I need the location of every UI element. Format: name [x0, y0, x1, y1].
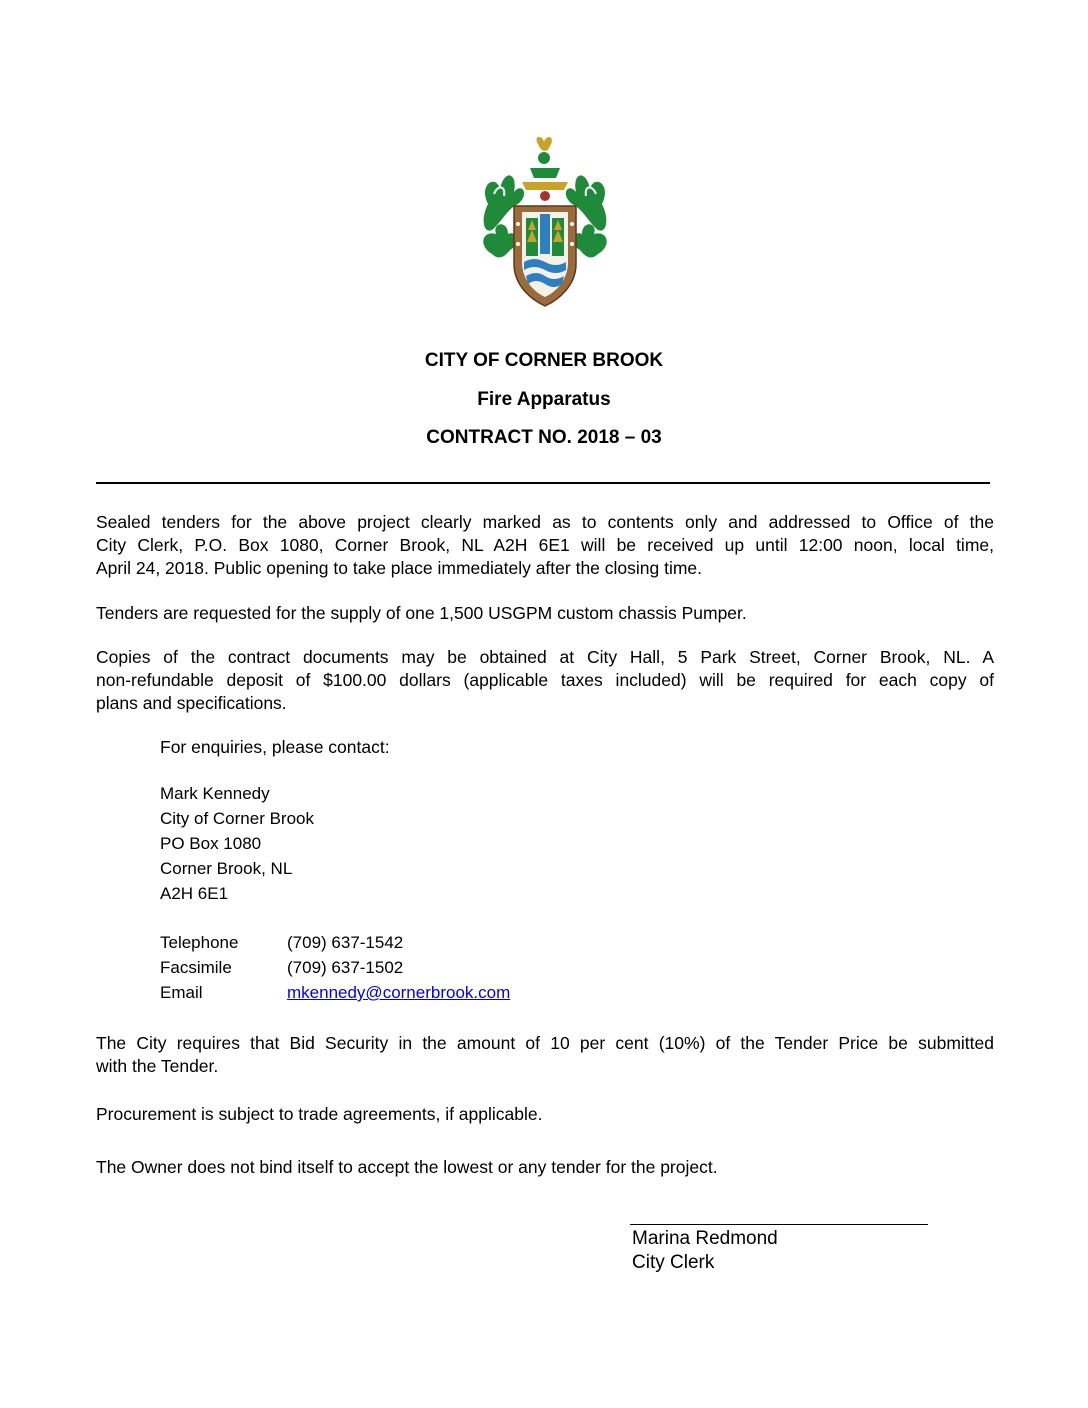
trade-agreements-paragraph: Procurement is subject to trade agreements, if applicable.: [96, 1104, 543, 1124]
contact-postal-code: A2H 6E1: [160, 884, 229, 903]
paragraph-line: Sealed tenders for the above project clearly marked as to contents only and addressed to Office of the: [96, 512, 994, 532]
signatory-title: City Clerk: [632, 1252, 715, 1273]
contract-documents-paragraph: [96, 646, 994, 715]
signature-line: [630, 1224, 928, 1225]
facsimile-label: Facsimile: [160, 958, 232, 977]
city-coat-of-arms-logo: [478, 134, 612, 310]
paragraph-line: The City requires that Bid Security in the amount of 10 per cent (10%) of the Tender Price be submitted: [96, 1033, 994, 1053]
facsimile-value: (709) 637-1502: [287, 958, 404, 977]
bid-security-paragraph: [96, 1032, 994, 1078]
contact-city: Corner Brook, NL: [160, 859, 293, 878]
email-link[interactable]: mkennedy@cornerbrook.com: [287, 983, 511, 1002]
organization-heading: CITY OF CORNER BROOK: [424, 350, 664, 371]
heading-divider: [96, 482, 990, 484]
enquiries-label: For enquiries, please contact:: [160, 737, 390, 757]
contact-po-box: PO Box 1080: [160, 834, 262, 853]
telephone-label: Telephone: [160, 933, 239, 952]
supply-request-paragraph: Tenders are requested for the supply of one 1,500 USGPM custom chassis Pumper.: [96, 603, 747, 623]
contact-organization: City of Corner Brook: [160, 809, 314, 828]
contact-name: Mark Kennedy: [160, 784, 270, 803]
paragraph-line: with the Tender.: [96, 1056, 219, 1076]
project-heading: Fire Apparatus: [477, 389, 611, 410]
paragraph-line: plans and specifications.: [96, 693, 287, 713]
owner-disclaimer-paragraph: The Owner does not bind itself to accept the lowest or any tender for the project.: [96, 1157, 718, 1177]
email-label: Email: [160, 983, 203, 1002]
signatory-name: Marina Redmond: [632, 1228, 778, 1249]
paragraph-line: April 24, 2018. Public opening to take place immediately after the closing time.: [96, 558, 703, 578]
paragraph-line: non-refundable deposit of $100.00 dollars (applicable taxes included) will be required for each copy of: [96, 670, 994, 690]
tender-submission-paragraph: [96, 511, 994, 580]
telephone-value: (709) 637-1542: [287, 933, 404, 952]
paragraph-line: Copies of the contract documents may be obtained at City Hall, 5 Park Street, Corner Brook, NL. A: [96, 647, 994, 667]
paragraph-line: City Clerk, P.O. Box 1080, Corner Brook, NL A2H 6E1 will be received up until 12:00 noon, local time,: [96, 535, 994, 555]
contract-number-heading: CONTRACT NO. 2018 – 03: [426, 427, 662, 448]
